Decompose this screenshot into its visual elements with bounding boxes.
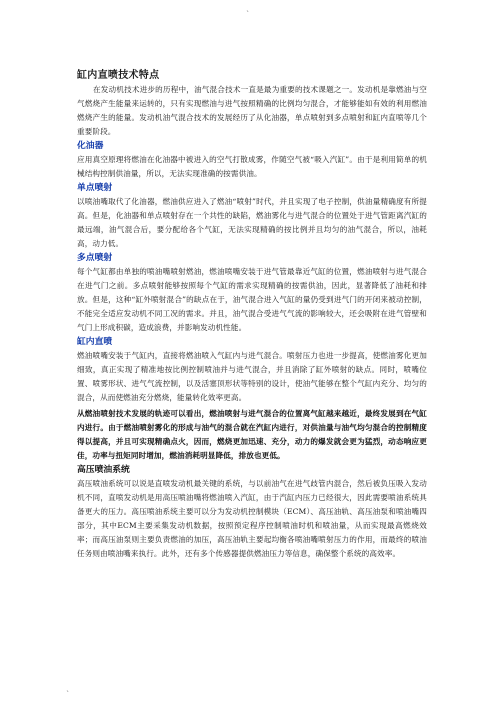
high-pressure-heading: 高压喷油系统 — [77, 465, 130, 475]
footer-mark: ` — [66, 690, 70, 699]
carburetor-heading: 化油器 — [77, 141, 104, 151]
high-pressure-paragraph: 高压喷油系统可以说是直喷发动机最关键的系统，与以前油气在进气歧管内混合，然后被负压吸入发动机不同，直喷发动机是用高压喷油嘴将燃油喷入汽缸，由于汽缸内压力已经很大，因此需要喷油系统具备更大的压力。高压喷油系统主要可以分为发动机控制模块（ECM）、高压油轨、高压油泵和喷油嘴四部分，其中ECM主要采集发动机数据，按照预定程序控制喷油时机和喷油量，从而实现最高燃烧效率；而高压油泵则主要负责燃油的加压，高压油轨主要起均衡各喷油嘴喷射压力的作用，而最终的喷油任务则由喷油嘴来执行。此外，还有多个传感器提供燃油压力等信息，确保整个系统的高效率。 — [77, 479, 427, 558]
direct-injection-paragraph: 燃油喷嘴安装于气缸内，直接将燃油喷入气缸内与进气混合。喷射压力也进一步提高，使燃油雾化更加细致，真正实现了精准地按比例控制喷油并与进气混合，并且消除了缸外喷射的缺点。同时，喷嘴位置、喷雾形状、进气气流控制，以及活塞顶形状等特别的设计，使油气能够在整个气缸内充分、均匀的混合，从而使燃油充分燃烧，能量转化效率更高。 — [77, 351, 427, 402]
document-title: 缸内直喷技术特点 — [77, 70, 160, 81]
carburetor-paragraph: 应用真空原理将燃油在化油器中被进入的空气打散成雾，作随空气被“吸入汽缸”。由于是利用简单的机械结构控制供油量，所以，无法实现准确的按需供油。 — [77, 155, 427, 178]
summary-paragraph: 从燃油喷射技术发展的轨迹可以看出，燃油喷射与进气混合的位置离气缸越来越近，最终发展到在气缸内进行。由于燃油喷射雾化的形成与油气的混合就在汽缸内进行，对供油量与油气均匀混合的控制精度得以提高，并且可实现精确点火，因而，燃烧更加迅速、充分，动力的爆发就会更为猛烈，动态响应更佳，功率与扭矩同时增加，燃油消耗明显降低，排放也更低。 — [77, 409, 427, 460]
single-point-heading: 单点喷射 — [77, 183, 113, 193]
multi-point-paragraph: 每个气缸都由单独的喷油嘴喷射燃油，燃油喷嘴安装于进气管最靠近气缸的位置，燃油喷射与进气混合在进气门之前。多点喷射能够按照每个气缸的需求实现精确的按需供油，因此，显著降低了油耗和排放。但是，这种“缸外喷射混合”的缺点在于，油气混合进入气缸的量仍受到进气门的开闭来被动控制，不能完全适应发动机不同工况的需求。并且，油气混合受进气气流的影响较大，还会吸附在进气管壁和气门上形成积碳，造成浪费，并影响发动机性能。 — [77, 267, 427, 332]
header-mark: ` — [246, 10, 250, 19]
single-point-paragraph: 以喷油嘴取代了化油器，燃油供应进入了燃油“喷射”时代，并且实现了电子控制，供油量精确度有所提高。但是，化油器和单点喷射存在一个共性的缺陷，燃油雾化与进气混合的位置处于进气管距离汽缸的最远端，油气混合后，要分配给各个气缸，无法实现精确的按比例并且均匀的油气混合，所以，油耗高，动力低。 — [77, 197, 427, 248]
multi-point-heading: 多点喷射 — [77, 253, 113, 263]
intro-paragraph: 在发动机技术进步的历程中，油气混合技术一直是最为重要的技术课题之一。发动机是靠燃油与空气燃烧产生能量来运转的，只有实现燃油与进气按照精确的比例均匀混合，才能够能如有效的利用燃油燃烧产生的能量。发动机油气混合技术的发展经历了从化油器，单点喷射到多点喷射和缸内直喷等几个重要阶段。 — [77, 85, 427, 136]
direct-injection-heading: 缸内直喷 — [77, 337, 113, 347]
document-body — [77, 78, 427, 561]
